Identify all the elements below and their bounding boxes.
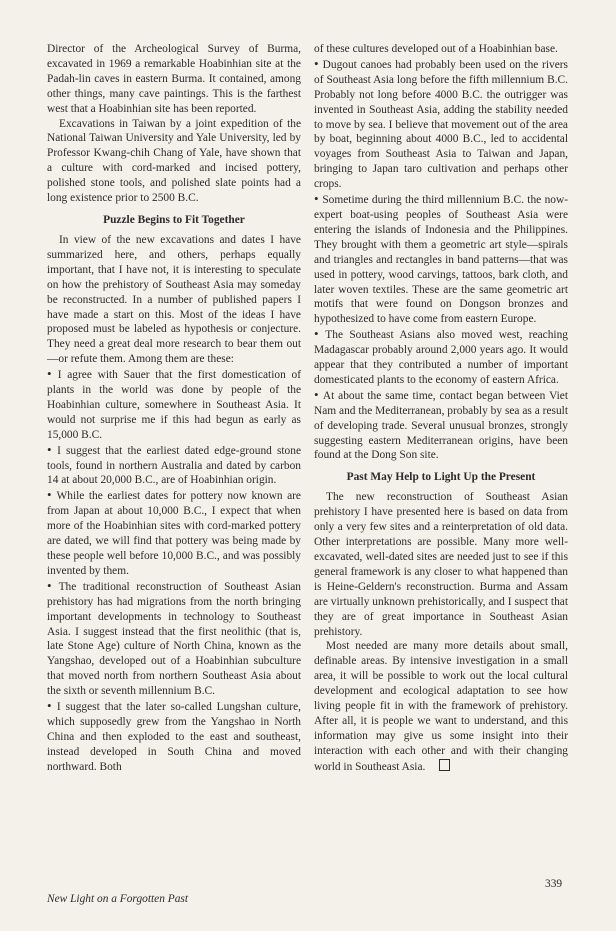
right-column bbox=[314, 42, 568, 775]
section-heading-puzzle: Puzzle Begins to Fit Together bbox=[103, 213, 245, 226]
left-paragraph-1: Director of the Archeological Survey of Burma, excavated in 1969 a remarkable Hoabinhian site at the Padah-lin caves in eastern Burma. It contained, among other things, many cave paintings. This is the farthest west that a Hoabinhian site has been reported. bbox=[47, 43, 301, 115]
bullet-item: • I suggest that the earliest dated edge-ground stone tools, found in northern Australia and dated by carbon 14 at about 20,000 B.C., are of Hoabinhian origin. bbox=[47, 443, 301, 489]
running-footer-title: New Light on a Forgotten Past bbox=[47, 893, 189, 905]
right-paragraph-2: The new reconstruction of Southeast Asian prehistory I have presented here is based on data from only a very few sites and a reinterpretation of old data. Other interpretations are possible. Many more well-excavated, well-dated sites are needed just to see if this general framework is any closer to what happened than is Heine-Geldern's reconstruction. Burma and Assam are virtually unknown prehistorically, and I suspect that they are of great importance in Southeast Asian prehistory. bbox=[314, 491, 568, 638]
bullet-item: • I agree with Sauer that the first domestication of plants in the world was done by people of the Hoabinhian culture, somewhere in Southeast Asia. It would not surprise me if this had begun as early as 15,000 B.C. bbox=[47, 367, 301, 443]
bullet-item: • The traditional reconstruction of Southeast Asian prehistory has had migrations from the north bringing important developments in technology to Southeast Asia. I suggest instead that the first neolithic (that is, late Stone Age) culture of North China, known as the Yangshao, developed out of a Hoabinhian subculture that moved north from northern Southeast Asia about the sixth or seventh millennium B.C. bbox=[47, 579, 301, 699]
left-column bbox=[47, 42, 301, 775]
left-paragraph-3: In view of the new excavations and dates I have summarized here, and others, perhaps equally important, that I have not, it is interesting to speculate on how the prehistory of Southeast Asia may someday be reconstructed. In a number of published papers I have made a start on this. Most of the ideas I have proposed must be labeled as hypothesis or conjecture. They need a great deal more research to bear them out—or refute them. Among them are these: bbox=[47, 233, 301, 366]
section-heading-past: Past May Help to Light Up the Present bbox=[346, 471, 536, 484]
page-number: 339 bbox=[545, 878, 563, 890]
right-paragraph-3-text: Most needed are many more details about small, definable areas. By intensive investigation in a small area, it will be possible to work out the local cultural development and ecological adaptation to see how living people fit in with the framework of prehistory. After all, it is people we want to understand, and this information may give us some insight into their interaction with each other and with their changing world in Southeast Asia. bbox=[314, 640, 568, 773]
bullet-item: • Sometime during the third millennium B.C. the now-expert boat-using peoples of Southeast Asia were entering the islands of Indonesia and the Philippines. They brought with them a geometric art style—spirals and triangles and rectangles in band patterns—that was used in pottery, wood carvings, tattoos, bark cloth, and later woven textiles. These are the same geometric art motifs that were found on Dongson bronzes and hypothesized to have come from eastern Europe. bbox=[314, 192, 568, 327]
left-paragraph-2: Excavations in Taiwan by a joint expedition of the National Taiwan University and Yale University, led by Professor Kwang-chih Chang of Yale, have shown that a culture with cord-marked and incised pottery, polished stone tools, and polished slate points had a long existence prior to 2500 B.C. bbox=[47, 117, 301, 205]
right-paragraph-1: of these cultures developed out of a Hoabinhian base. bbox=[314, 43, 558, 55]
end-mark-icon bbox=[439, 759, 450, 771]
bullet-item: • While the earliest dates for pottery now known are from Japan at about 10,000 B.C., I expect that when more of the Hoabinhian sites with cord-marked pottery are dated, we will find that pottery was being made by these people well before 10,000 B.C., and was possibly invented by them. bbox=[47, 488, 301, 578]
bullet-item: • I suggest that the later so-called Lungshan culture, which supposedly grew from the Yangshao in North China and then exploded to the east and southeast, instead developed in South China and moved northward. Both bbox=[47, 699, 301, 775]
right-paragraph-3 bbox=[314, 639, 568, 774]
bullet-item: • Dugout canoes had probably been used on the rivers of Southeast Asia long before the fifth millennium B.C. Probably not long before 4000 B.C. the outrigger was invented in Southeast Asia, adding the stability needed to move by sea. I believe that movement out of the area by boat, beginning about 4000 B.C., led to accidental voyages from Southeast Asia to Taiwan and Japan, bringing to Japan taro cultivation and perhaps other crops. bbox=[314, 57, 568, 192]
bullet-item: • At about the same time, contact began between Viet Nam and the Mediterranean, probably by sea as a result of developing trade. Several unusual bronzes, strongly suggesting eastern Mediterranean origins, have been found at the Dong Son site. bbox=[314, 388, 568, 464]
bullet-item: • The Southeast Asians also moved west, reaching Madagascar probably around 2,000 years ago. It would appear that they contributed a number of important domesticated plants to the economy of eastern Africa. bbox=[314, 327, 568, 388]
